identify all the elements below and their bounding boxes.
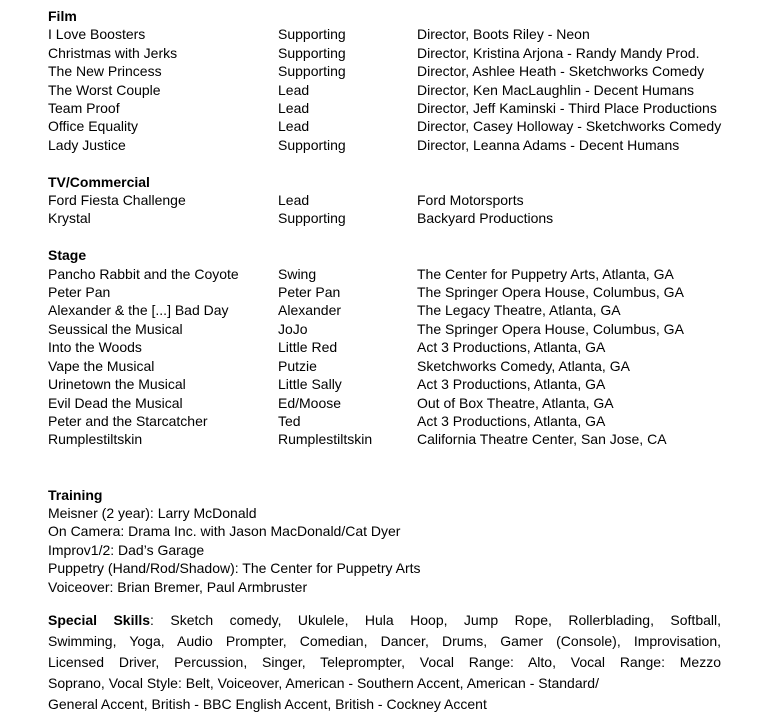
- role: Supporting: [278, 210, 346, 227]
- credit: The Center for Puppetry Arts, Atlanta, GA: [417, 265, 674, 282]
- role: Little Red: [278, 339, 338, 356]
- role: Lead: [278, 81, 310, 98]
- production-title: Evil Dead the Musical: [48, 394, 183, 411]
- role: Ed/Moose: [278, 394, 342, 411]
- production-title: Ford Fiesta Challenge: [48, 192, 186, 209]
- training-line: Improv1/2: Dad’s Garage: [48, 541, 205, 558]
- stage-row: [48, 412, 775, 430]
- film-row: [48, 62, 775, 80]
- production-title: Peter Pan: [48, 284, 111, 301]
- role: Supporting: [278, 44, 346, 61]
- special-skills-text: : Sketch comedy, Ukulele, Hula Hoop, Jump Rope, Rollerblading, Softball,: [150, 611, 721, 628]
- section-film: [48, 7, 775, 154]
- production-title: Team Proof: [48, 100, 120, 117]
- credit: Act 3 Productions, Atlanta, GA: [417, 376, 606, 393]
- section-title-stage: Stage: [48, 247, 87, 264]
- production-title: Christmas with Jerks: [48, 44, 178, 61]
- production-title: Into the Woods: [48, 339, 142, 356]
- section-training: [48, 486, 775, 596]
- production-title: Peter and the Starcatcher: [48, 412, 208, 429]
- role: Supporting: [278, 63, 346, 80]
- film-row: [48, 81, 775, 99]
- training-line: Voiceover: Brian Bremer, Paul Armbruster: [48, 578, 308, 595]
- role: Rumplestiltskin: [278, 431, 373, 448]
- credit: Ford Motorsports: [417, 192, 524, 209]
- film-row: [48, 44, 775, 62]
- production-title: I Love Boosters: [48, 26, 146, 43]
- role: JoJo: [278, 320, 308, 337]
- role: Lead: [278, 192, 310, 209]
- credit: Act 3 Productions, Atlanta, GA: [417, 412, 606, 429]
- section-special-skills: [48, 610, 721, 715]
- film-row: [48, 136, 775, 154]
- special-skills-label: Special Skills: [48, 611, 151, 628]
- stage-row: [48, 338, 775, 356]
- section-title-tv-commercial: TV/Commercial: [48, 173, 150, 190]
- stage-row: [48, 357, 775, 375]
- production-title: Urinetown the Musical: [48, 376, 186, 393]
- stage-row: [48, 375, 775, 393]
- training-line: On Camera: Drama Inc. with Jason MacDonald/Cat Dyer: [48, 523, 401, 540]
- role: Lead: [278, 118, 310, 135]
- credit: Act 3 Productions, Atlanta, GA: [417, 339, 606, 356]
- stage-row: [48, 283, 775, 301]
- credit: Director, Boots Riley - Neon: [417, 26, 590, 43]
- training-line: Meisner (2 year): Larry McDonald: [48, 504, 257, 521]
- special-skills-line: Licensed Driver, Percussion, Singer, Teleprompter, Vocal Range: Alto, Vocal Range: Mezzo: [48, 653, 721, 670]
- role: Supporting: [278, 26, 346, 43]
- role: Swing: [278, 265, 317, 282]
- section-title-film: Film: [48, 8, 77, 24]
- credit: The Springer Opera House, Columbus, GA: [417, 320, 684, 337]
- production-title: Krystal: [48, 210, 91, 227]
- credit: Director, Jeff Kaminski - Third Place Productions: [417, 100, 717, 117]
- stage-row: [48, 430, 775, 448]
- tv-row: [48, 209, 775, 227]
- credit: The Legacy Theatre, Atlanta, GA: [417, 302, 621, 319]
- section-title-training: Training: [48, 486, 103, 503]
- production-title: The Worst Couple: [48, 81, 161, 98]
- credit: Out of Box Theatre, Atlanta, GA: [417, 394, 614, 411]
- training-line: Puppetry (Hand/Rod/Shadow): The Center for Puppetry Arts: [48, 560, 421, 577]
- production-title: Alexander & the [...] Bad Day: [48, 302, 229, 319]
- role: Putzie: [278, 357, 317, 374]
- credit: Director, Casey Holloway - Sketchworks Comedy: [417, 118, 722, 135]
- production-title: Lady Justice: [48, 136, 126, 153]
- production-title: The New Princess: [48, 63, 162, 80]
- special-skills-line: Swimming, Yoga, Audio Prompter, Comedian, Dancer, Drums, Gamer (Console), Improvisation,: [48, 632, 721, 649]
- special-skills-line: Soprano, Vocal Style: Belt, Voiceover, American - Southern Accent, American - Standard/: [48, 674, 599, 691]
- role: Lead: [278, 100, 310, 117]
- stage-row: [48, 394, 775, 412]
- credit: California Theatre Center, San Jose, CA: [417, 431, 667, 448]
- role: Peter Pan: [278, 284, 341, 301]
- production-title: Seussical the Musical: [48, 320, 183, 337]
- stage-row: [48, 301, 775, 319]
- production-title: Vape the Musical: [48, 357, 155, 374]
- special-skills-line: General Accent, British - BBC English Accent, British - Cockney Accent: [48, 695, 487, 712]
- credit: Director, Leanna Adams - Decent Humans: [417, 136, 680, 153]
- production-title: Office Equality: [48, 118, 139, 135]
- tv-row: [48, 191, 775, 209]
- stage-row: [48, 265, 775, 283]
- film-row: [48, 25, 775, 43]
- credit: The Springer Opera House, Columbus, GA: [417, 284, 684, 301]
- section-tv-commercial: [48, 173, 775, 228]
- credit: Director, Ken MacLaughlin - Decent Humans: [417, 81, 695, 98]
- special-skills-line: [48, 610, 721, 631]
- role: Supporting: [278, 136, 346, 153]
- credit: Director, Ashlee Heath - Sketchworks Comedy: [417, 63, 705, 80]
- credit: Backyard Productions: [417, 210, 554, 227]
- film-row: [48, 99, 775, 117]
- production-title: Pancho Rabbit and the Coyote: [48, 265, 239, 282]
- role: Alexander: [278, 302, 342, 319]
- credit: Sketchworks Comedy, Atlanta, GA: [417, 357, 630, 374]
- film-row: [48, 117, 775, 135]
- credit: Director, Kristina Arjona - Randy Mandy Prod.: [417, 44, 700, 61]
- production-title: Rumplestiltskin: [48, 431, 143, 448]
- role: Little Sally: [278, 376, 342, 393]
- role: Ted: [278, 412, 301, 429]
- stage-row: [48, 320, 775, 338]
- section-stage: [48, 246, 775, 448]
